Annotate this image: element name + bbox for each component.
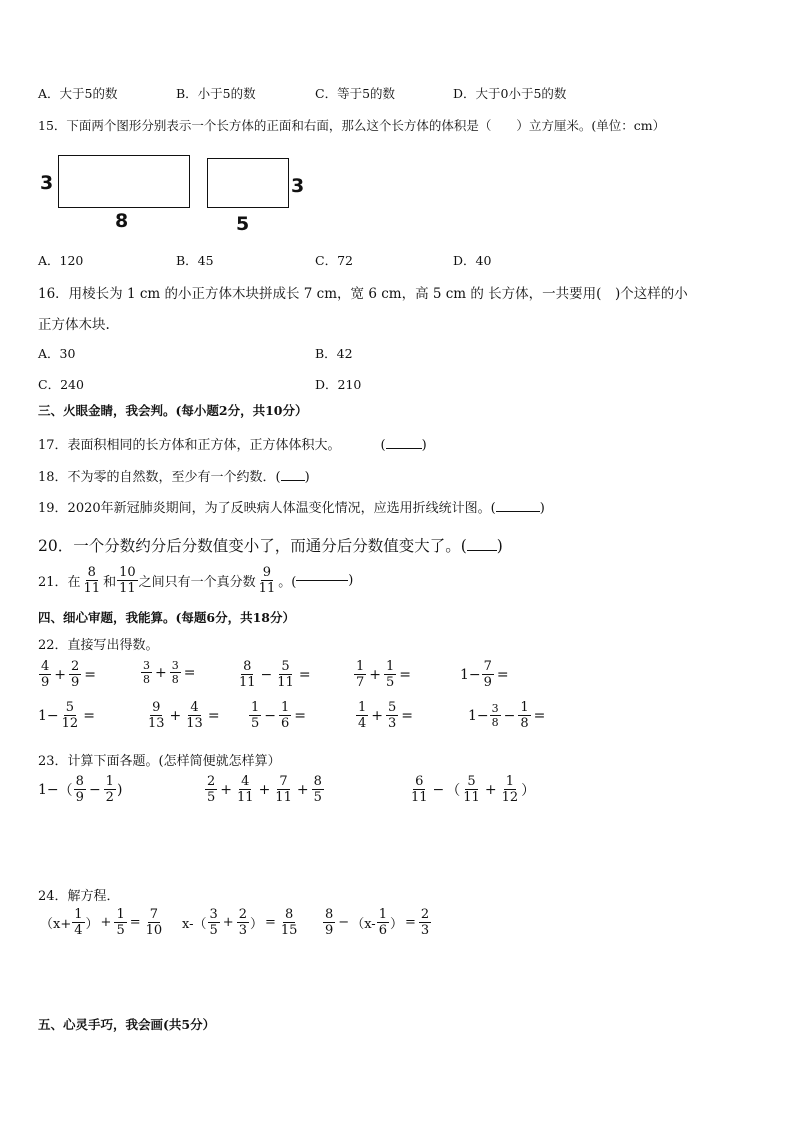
q16-option-a[interactable]: A．30 [38, 346, 76, 361]
q22-item-2: $\frac{3}{8}$ + $\frac{3}{8}$ = [143, 659, 196, 686]
q23-item-3: $\frac{6}{11}$ − （ $\frac{5}{11}$ + $\frac{1}{12}$ ） [411, 774, 536, 805]
section-3-heading: 三、火眼金睛，我会判。(每小题2分，共10分） [38, 403, 308, 418]
q21-text: 21．在 $\frac{8}{11}$ 和 $\frac{10}{11}$ 之间只有一个真分数 $\frac{9}{11}$ 。( ) [38, 565, 354, 596]
q15-option-b[interactable]: B．45 [176, 253, 214, 268]
q22-item-6: 1− $\frac{5}{12}$ = [38, 700, 95, 731]
q20-text: 20．一个分数约分后分数值变小了，而通分后分数值变大了。( ) [38, 537, 503, 555]
q24-equation-1: （x+ $\frac{1}{4}$ ） + $\frac{1}{5}$ = $\frac{7}{10}$ [40, 907, 163, 938]
q23-item-2: $\frac{2}{5}$ + $\frac{4}{11}$ + $\frac{7}{11}$ + $\frac{8}{5}$ [207, 774, 322, 805]
q22-text: 22．直接写出得数。 [38, 638, 159, 653]
q22-item-10: 1 − $\frac{3}{8}$ − $\frac{1}{8}$ = [468, 700, 546, 731]
q19-text: 19．2020年新冠肺炎期间，为了反映病人体温变化情况，应选用折线统计图。( ) [38, 501, 545, 516]
right-face-rect [207, 158, 289, 208]
q22-item-5: 1− $\frac{7}{9}$ = [460, 659, 509, 690]
q23-text: 23．计算下面各题。(怎样简便就怎样算） [38, 754, 281, 769]
q22-item-4: $\frac{1}{7}$ + $\frac{1}{5}$ = [356, 659, 412, 690]
q14-option-a[interactable]: A．大于5的数 [38, 86, 118, 101]
q24-text: 24．解方程． [38, 889, 120, 904]
right-width-label: 5 [236, 213, 250, 235]
q15-text: 15．下面两个图形分别表示一个长方体的正面和右面，那么这个长方体的体积是（ ）立方厘米。(单位：cm） [38, 118, 666, 133]
q22-item-9: $\frac{1}{4}$ + $\frac{5}{3}$ = [358, 700, 414, 731]
q16-option-b[interactable]: B．42 [315, 346, 353, 361]
q23-item-1: 1 − （ $\frac{8}{9}$ − $\frac{1}{2}$ ) [38, 774, 123, 805]
front-face-rect [58, 155, 190, 208]
q16-text-line1: 16．用棱长为 1 cm 的小正方体木块拼成长 7 cm，宽 6 cm，高 5 cm 的 长方体，一共要用( )个这样的小 [38, 286, 688, 302]
q22-item-7: $\frac{9}{13}$ + $\frac{4}{13}$ = [148, 700, 220, 731]
section-4-heading: 四、细心审题，我能算。(每题6分，共18分） [38, 610, 296, 625]
q24-equation-2: x-（ $\frac{3}{5}$ + $\frac{2}{3}$ ） = $\frac{8}{15}$ [182, 907, 298, 938]
q14-option-d[interactable]: D．大于0小于5的数 [453, 86, 567, 101]
q22-item-1: $\frac{4}{9}$ + $\frac{2}{9}$ = [41, 659, 97, 690]
q24-equation-3: $\frac{8}{9}$ − （x- $\frac{1}{6}$ ） = $\frac{2}{3}$ [325, 907, 430, 938]
q16-text-line2: 正方体木块. [38, 317, 110, 333]
q14-option-c[interactable]: C．等于5的数 [315, 86, 396, 101]
q18-text: 18．不为零的自然数，至少有一个约数．( ) [38, 470, 310, 485]
q15-option-d[interactable]: D．40 [453, 253, 492, 268]
section-5-heading: 五、心灵手巧，我会画(共5分） [38, 1017, 216, 1032]
front-height-label: 3 [40, 172, 54, 194]
q16-option-d[interactable]: D．210 [315, 377, 362, 392]
q22-item-3: $\frac{8}{11}$ − $\frac{5}{11}$ = [239, 659, 311, 690]
q15-option-c[interactable]: C．72 [315, 253, 353, 268]
q22-item-8: $\frac{1}{5}$ − $\frac{1}{6}$ = [251, 700, 307, 731]
q14-option-b[interactable]: B．小于5的数 [176, 86, 256, 101]
q15-option-a[interactable]: A．120 [38, 253, 84, 268]
front-width-label: 8 [115, 210, 129, 232]
q17-text: 17．表面积相同的长方体和正方体，正方体体积大。 ( ) [38, 438, 427, 453]
right-height-label: 3 [291, 175, 305, 197]
q16-option-c[interactable]: C．240 [38, 377, 84, 392]
